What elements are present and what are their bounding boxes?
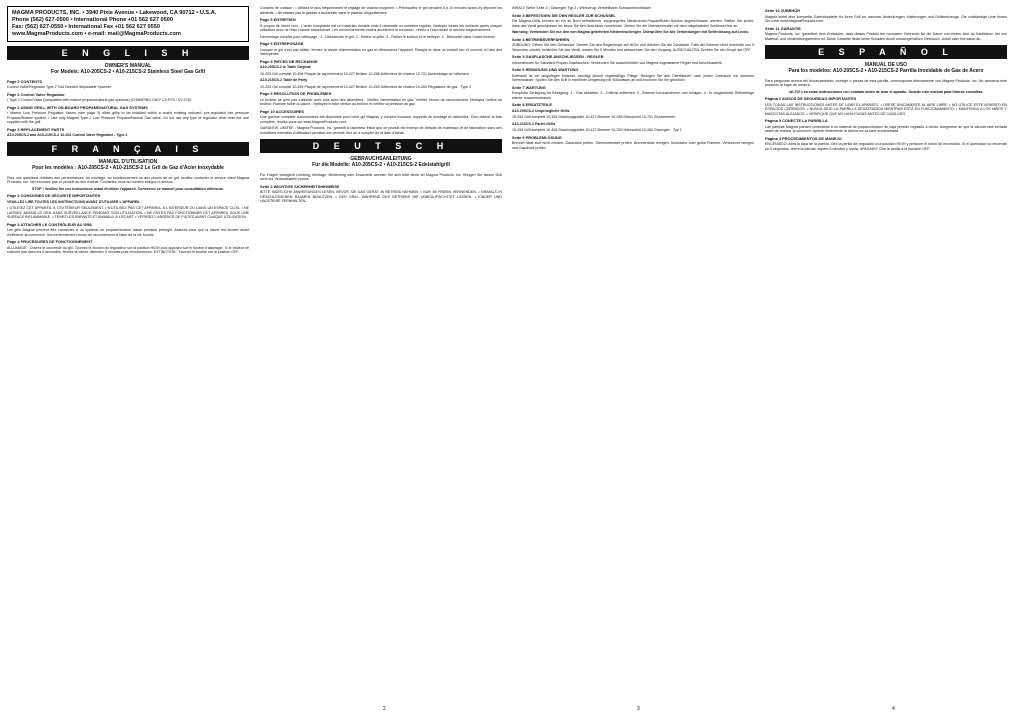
french-safety-subheading: VEUILLEZ LIRE TOUTES LES INSTRUCTIONS AVANT D'UTILISER L'APPAREIL bbox=[7, 199, 141, 204]
column-french-german bbox=[260, 6, 502, 706]
french-title bbox=[7, 159, 249, 172]
english-section-bar: E N G L I S H bbox=[7, 46, 249, 60]
spanish-connect-heading: Página 3 CONECTE LA PARRILLA bbox=[765, 118, 828, 124]
german-section-bar: D E U T S C H bbox=[260, 139, 502, 153]
spanish-title-1: MANUAL DE USO bbox=[864, 62, 908, 68]
spanish-title-2: Para los modelos: A10-205CS-2 • A10-215CS-2 Parrilla Inoxidable de Gas de Acero bbox=[788, 68, 984, 75]
french-storage-text: Lorsque le gril n'est pas utilisé, fermez la vanne d'alimentation en gaz et débranchez l'appareil. Rangez-le dans un endroit sec et couvert, à l'abri des intempéries. bbox=[260, 47, 502, 56]
english-control-valve-heading: Page 2 Control Valve Regulator bbox=[7, 91, 65, 97]
french-maintenance-heading: Page 5 ENTRETIEN bbox=[260, 17, 296, 22]
german-accessories-text: Magma bietet eine komplette Zubehörpalette für Ihren Grill an, darunter Abdeckungen, Halterungen und Grillwerkzeuge. Die vollständige Liste finden Sie unter www.MagmaProducts.com. bbox=[765, 14, 1007, 23]
german-cleaning-heading: Seite 6 REINIGUNG UND WARTUNG bbox=[512, 67, 579, 72]
french-operation-heading: Page 4 PROCÉDURES DE FONCTIONNEMENT bbox=[7, 239, 93, 245]
german-intro: Für Fragen bezüglich Leistung, Montage, Bedienung oder Ersatzteile wenden Sie sich bitte direkt an Magma Products, Inc. Bringen Sie diesen Grill nicht zur Verkaufsstelle zurück. bbox=[260, 172, 502, 182]
column-german-spanish bbox=[765, 6, 1007, 706]
english-title-2: For Models: A10-205CS-2 • A10-215CS-2 Stainless Steel Gas Grill bbox=[51, 69, 205, 76]
french-maintenance-text: À propos de l'acier inox : L'acier inoxydable est un matériau durable mais il nécessite un entretien régulier. Nettoyez toutes les surfaces après chaque utilisation avec de l'eau chaude savonneuse. Les environnements marins accélèrent la corrosion ; rincez à l'eau douce et séchez soigneusement. bbox=[260, 23, 502, 32]
french-parts-model-1: A10-205CS-2 le Table Original bbox=[260, 65, 311, 69]
german-attach-heading: Seite 3 BEFESTIGEN SIE DEN REGLER ZUR SCHÜSSEL bbox=[512, 12, 616, 18]
column-english-french bbox=[7, 6, 249, 706]
spanish-warning: ¡ALTO! Lea estas instrucciones con cuidado antes de usar el aparato. Guarde este manual para futuras consultas. bbox=[788, 89, 984, 94]
german-parts-model-1: A10-205CS-2 Ursprüngliche Grills bbox=[512, 108, 570, 113]
german-operation-heading: Seite 4 BETRIEBSVERFAHREN bbox=[512, 36, 570, 42]
german-troubleshooting-text: Brenner lässt sich nicht zünden: Gaszufuhr prüfen. Überwurfmutter prüfen. Brennerdüse reinigen. Schwache oder gelbe Flamme: Venturirohr reinigen und Gasdruck prüfen. bbox=[512, 141, 754, 150]
german-attach-text: Die Magma-Grills können an ein an Bord befindliches, vorgeregeltes Niederdruck-Propan/Butan-System angeschlossen werden. Stellen Sie sicher, dass das Ventil geschlossen ist, bevor Sie den Anschluss vornehmen. Ziehen Sie die Überwurfmutter mit dem mitgelieferten Schlüssel fest an. bbox=[512, 19, 754, 28]
spanish-title bbox=[765, 62, 1007, 75]
french-accessories-text: Une gamme complète d'accessoires est disponible pour votre gril Magma, y compris housses, supports de montage et ustensiles. Pour obtenir la liste complète, rendez-vous sur www.MagmaProducts.com. bbox=[260, 115, 502, 124]
french-attach-heading: Page 3 ATTACHER LE CONTRÔLEUR AU GRIL bbox=[7, 221, 93, 227]
french-attach-text: Les grils Magma peuvent être connectés à un système de propane/butane basse pression préréglé. Assurez-vous que la vanne est fermée avant d'effectuer la connexion. Serrez fermement l'écrou de raccordement à l'aide de la clé fournie. bbox=[7, 228, 249, 237]
french-parts-model-2: A10-215CS-2 Table de Party bbox=[260, 78, 308, 82]
page-number-2: 2 bbox=[383, 706, 386, 712]
english-contents-text: Control Valve/Regulator Type 2 Tool Needed /Adjustable Spanner bbox=[7, 85, 112, 90]
french-title-2: Pour les modèles : A10-205CS-2 • A10-215CS-2 Le Gril de Gaz d'Acier Inoxydable bbox=[32, 165, 224, 172]
french-troubleshooting-heading: Page 9 RÉSOLUTION DE PROBLÈMES bbox=[260, 91, 332, 96]
german-operation-text: ZÜNDUNG: Öffnen Sie den Grilldeckel. Drehen Sie den Reglerknopf auf HIGH und drücken Sie die Zündtaste. Falls der Brenner nicht innerhalb von 5 Sekunden zündet, schließen Sie das Ventil, warten Sie 5 Minuten und wiederholen Sie den Vorgang. AUSSCHALTEN: Drehen Sie den Knopf auf OFF. bbox=[512, 43, 754, 52]
german-parts-list-1: 10-253 Grill komplett 10-454 Strahlungsplatte 10-427 Brenner 10-258 Hitzeschild 10-701 Zündelement bbox=[512, 115, 676, 119]
english-parts-heading: Page 3 REPLACEMENT PARTS bbox=[7, 126, 65, 132]
spanish-connect-text: Las parrillas Magma pueden conectarse a un sistema de propano/butano de baja presión regulado a bordo. Asegúrese de que la válvula esté cerrada antes de realizar la conexión. Apriete firmemente la tuerca con la llave suministrada. bbox=[765, 124, 1007, 134]
german-maintenance-text: Komplette Zerlegung für Reinigung: 1 - Gas abstellen. 2 - Grillrost entfernen. 3 - Brenner herausnehmen und reinigen. 4 - In umgekehrter Reihenfolge wieder zusammenbauen. bbox=[512, 91, 754, 100]
spanish-intro: Para preguntas acerca del funcionamiento, montaje o piezas de esta parrilla, comuníquese directamente con Magma Products, Inc. No devuelva este producto al lugar de compra. bbox=[765, 78, 1007, 88]
english-parts-text: A10-205CS-2 and A10-215CS-2 10-262 Control Valve Regulator - Type 2 bbox=[7, 133, 128, 138]
german-tank-heading: Seite 5 GASFLASCHE ANSCHLIESSEN - REGLER bbox=[512, 54, 604, 59]
english-contents-heading: Page 2 CONTENTS bbox=[7, 78, 43, 84]
french-operation-text: ALLUMAGE : Ouvrez le couvercle du gril. Tournez le bouton du régulateur sur la position HIGH puis appuyez sur le bouton d'allumage. Si le brûleur ne s'allume pas dans les 5 secondes, fermez la vanne, attendez 5 minutes puis recommencez. EXTINCTION : Tournez le bouton sur la position OFF. bbox=[7, 245, 249, 255]
english-onboard-heading: Page 2 USING GRILL WITH ON-BOARD PROPANE/NATURAL GAS SYSTEMS bbox=[7, 104, 148, 110]
french-troubleshooting-text: Le brûleur ne peut pas s'allumer avec plus avec des allumettes : Vérifiez l'alimentation en gaz. Vérifiez l'écrou de raccordement. Nettoyez l'orifice du brûleur. Flamme faible ou jaune : Nettoyez le tube venturi du brûleur et vérifiez la pression du gaz. bbox=[260, 97, 502, 106]
french-storage-heading: Page 6 ENTREPOSAGE bbox=[260, 41, 304, 46]
german-attach-warning: Warnung: Verwenden Sie nur den von Magma gelieferten Niederdruckregler. Überprüfen Sie alle Verbindungen mit Seifenlösung auf Lecks. bbox=[512, 30, 750, 34]
column-german bbox=[512, 6, 754, 706]
header-line-1: MAGMA PRODUCTS, INC. • 3940 Pixie Avenue • Lakewood, CA 90712 • U.S.A. bbox=[12, 10, 217, 16]
spanish-safety-text: LEA TODAS LAS INSTRUCCIONES ANTES DE USAR EL APARATO. • ÚSESE ÚNICAMENTE AL AIRE LIBRE. • NO UTILICE ESTE APARATO EN ESPACIOS CERRADOS. • NUNCA DEJE LA PARRILLA DESATENDIDA MIENTRAS ESTÁ EN FUNCIONAMIENTO. • MANTENGA A LOS NIÑOS Y MASCOTAS ALEJADOS. • VERIFIQUE QUE NO HAYA FUGAS ANTES DE CADA USO. bbox=[765, 102, 1007, 116]
german-title bbox=[260, 156, 502, 169]
german-title-2: Für die Modelle: A10-205CS-2 • A10-215CS-2 Edelstahlgrill bbox=[312, 162, 450, 169]
header-line-4: www.MagmaProducts.com • e-mail: mail@MagmaProducts.com bbox=[12, 31, 181, 37]
french-parts-heading: Page 8 PIÈCES DE RECHANGE bbox=[260, 58, 318, 64]
french-warning: STOP ! Veuillez lire ces instructions avant d'utiliser l'appareil. Conservez ce manuel pour consultation ultérieure. bbox=[31, 186, 225, 191]
english-onboard-text: • Marine Low Pressure Regulator Valves (see page 3) allow grills to be installed within a boat's existing onboard, pre-regulated low pressure Propane/Butane system. • Use only Magma Type 2 Low Pressure Propane/Natural Gas valve. Do not use any type of regulator other than the one supplied with the grill. bbox=[7, 111, 249, 125]
english-control-valve-text: • Type 2 Control Valve (compatible with marine propane/natural gas systems) (CHAMPING GAS* CV-R70 / CV-27D) bbox=[7, 98, 192, 103]
page-number-3: 3 bbox=[637, 706, 640, 712]
french-safety-heading: Page 2 CONSIGNES DE SÉCURITÉ IMPORTANTES bbox=[7, 193, 101, 199]
german-parts-list-2: 10-253 Grill komplett 10-454 Strahlungsplatte 10-427 Brenner 10-259 Hitzeschild 10-260 Gasregler - Typ 2 bbox=[512, 128, 682, 132]
german-safety-heading: Seite 2 WICHTIGE SICHERHEITSHINWEISE bbox=[260, 183, 340, 189]
english-title-1: OWNER'S MANUAL bbox=[104, 63, 152, 69]
german-safety-text: BITTE SÄMTLICHE ANWEISUNGEN LESEN, BEVOR SIE DAS GERÄT IN BETRIEB NEHMEN. • NUR IM FREIEN VERWENDEN. • NIEMALS IN GESCHLOSSENEN RÄUMEN BENUTZEN. • DEN GRILL WÄHREND DES BETRIEBS NIE UNBEAUFSICHTIGT LASSEN. • KINDER UND HAUSTIERE FERNHALTEN. bbox=[260, 190, 502, 204]
german-warranty-text: Magma Products, Inc. garantiert dem Erstkäufer, dass dieses Produkt bei normalem Gebrauch für die Dauer von einem Jahr ab Kaufdatum frei von Material- und Verarbeitungsfehlern ist. Diese Garantie deckt keine Schäden durch unsachgemäßen Gebrauch, Unfall oder Korrosion ab. bbox=[765, 32, 1007, 41]
french-title-1: MANUEL D'UTILISATION bbox=[98, 158, 158, 165]
header-line-3: Fax: (562) 627-0550 • International Fax +01 562 627 0550 bbox=[12, 24, 160, 30]
french-warranty-text: GARANTIE LIMITÉE : Magma Products, Inc. garantit à l'acheteur initial que ce produit est exempt de défauts de matériaux et de fabrication dans des conditions normales d'utilisation pendant une période d'un an à compter de la date d'achat. bbox=[260, 126, 502, 135]
company-header bbox=[7, 6, 249, 42]
header-line-2: Phone (562) 627-0500 • International Phone +01 562 627 0500 bbox=[12, 17, 173, 23]
german-tank-text: Informationen für Standard-Propan-Gasflaschen. Verwenden Sie ausschließlich von Magma zugelassene Regler und Anschlussteile. bbox=[512, 60, 723, 65]
spanish-safety-heading: Página 2 AVISOS DE SEGURIDAD IMPORTANTES bbox=[765, 96, 857, 102]
french-safety-text: • UTILISEZ CET APPAREIL À L'EXTÉRIEUR SEULEMENT. • N'UTILISEZ PAS CET APPAREIL À L'INTÉRIEUR OU DANS UN ESPACE CLOS. • NE LAISSEZ JAMAIS LE GRIL SANS SURVEILLANCE PENDANT SON UTILISATION. • NE FAITES PAS FONCTIONNER CET APPAREIL SOUS UNE SURFACE INFLAMMABLE. • TENEZ LES ENFANTS ET ANIMAUX À L'ÉCART. • VÉRIFIEZ L'ABSENCE DE FUITES AVANT CHAQUE UTILISATION. bbox=[7, 206, 249, 220]
german-contents: INHALT: Siehe Seite 2 • Gasregler Typ 2 • Werkzeug: Verstellbarer Schraubenschlüssel bbox=[512, 6, 651, 10]
spanish-operation-heading: Página 4 PROCEDIMIENTOS DE MANEJO bbox=[765, 135, 842, 141]
german-warranty-heading: Seite 11 GARANTIE bbox=[765, 25, 801, 31]
french-disassembly-text: Démontage complet pour nettoyage : 1 - Débrancher le gril. 2 - Retirer la grille. 3 - Retirer le brûleur et le nettoyer. 4 - Remonter dans l'ordre inverse. bbox=[260, 34, 496, 39]
german-parts-heading: Seite 8 ERSATZTEILE bbox=[512, 102, 552, 107]
french-parts-list-2: 10-253 Gril complet 10-454 Plaque de rayonnement 10-427 Brûleur 10-259 Déflecteur de chaleur 10-260 Régulateur de gaz - Type 2 bbox=[260, 84, 472, 89]
spanish-operation-text: ENCENDIDO: Abra la tapa de la parrilla. Gire la perilla del regulador a la posición HIGH y presione el botón de encendido. Si el quemador no enciende en 5 segundos, cierre la válvula, espere 5 minutos y repita. APAGADO: Gire la perilla a la posición OFF. bbox=[765, 142, 1007, 151]
german-cleaning-text: Edelstahl ist ein langlebiges Material, benötigt jedoch regelmäßige Pflege. Reinigen Sie alle Oberflächen nach jedem Gebrauch mit warmem Seifenwasser. Spülen Sie den Grill in maritimer Umgebung mit Süßwasser ab und trocknen Sie ihn gründlich. bbox=[512, 73, 754, 82]
french-cooking-tips: Conseils de cuisson : • Utilisez le plus fréquemment le réglage de chaleur moyenne. • Préchauffez le gril pendant 5 à 10 minutes avant d'y déposer les aliments. • Ne laissez pas la graisse s'accumuler dans le plateau d'égouttement. bbox=[260, 6, 502, 15]
english-title bbox=[7, 63, 249, 76]
french-parts-list-1: 10-253 Gril complet 10-454 Plaque de rayonnement 10-427 Brûleur 10-258 Déflecteur de chaleur 10-701 Assemblage de l'allumeur bbox=[260, 71, 469, 76]
spanish-section-bar: E S P A Ñ O L bbox=[765, 45, 1007, 59]
french-intro: Pour vos questions relatives aux performances, au montage, au fonctionnement ou aux pièces de ce gril, veuillez contacter le service client Magma Products, Inc. Ne retournez pas ce produit au lieu d'achat. Contactez-nous au numéro indiqué ci-dessus. bbox=[7, 175, 249, 185]
german-title-1: GEBRAUCHSANLEITUNG bbox=[350, 156, 412, 162]
french-section-bar: F R A N Ç A I S bbox=[7, 142, 249, 156]
german-parts-model-2: A10-215CS-2 Partei-Grills bbox=[512, 121, 556, 126]
german-troubleshooting-heading: Seite 9 PROBLEMLÖSUNG bbox=[512, 134, 562, 140]
page-number-4: 4 bbox=[892, 706, 895, 712]
german-maintenance-heading: Seite 7 WARTUNG bbox=[512, 84, 546, 90]
french-accessories-heading: Page 10 ACCESSOIRES bbox=[260, 108, 304, 114]
german-accessories-heading: Seite 10 ZUBEHÖR bbox=[765, 8, 801, 13]
